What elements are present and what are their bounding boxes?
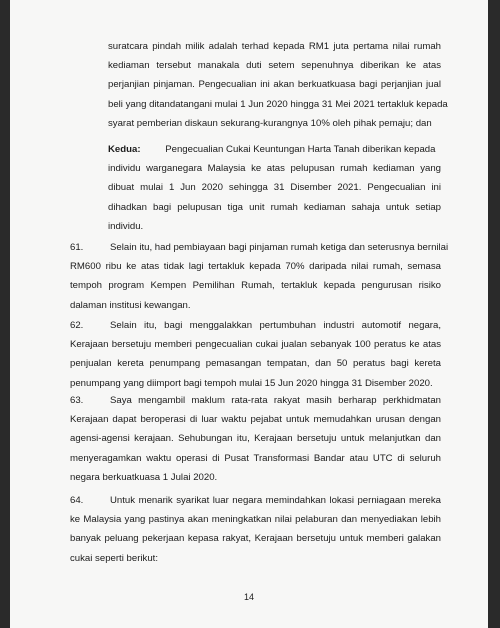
kedua-colon: : [137, 144, 141, 155]
text-line: suratcara pindah milik adalah terhad kepada RM1 juta pertama nilai rumah [108, 41, 441, 52]
text-line: menyeragamkan waktu operasi di Pusat Transformasi Bandar atau UTC di seluruh [70, 452, 441, 464]
text-line [70, 316, 441, 335]
text-line-content: Selain itu, had pembiayaan bagi pinjaman rumah ketiga dan seterusnya bernilai [110, 242, 449, 253]
text-line: penjualan kereta penumpang pemasangan tempatan, dan 50 peratus bagi kereta [70, 358, 441, 370]
text-line: individu. [108, 220, 144, 232]
text-line: dihadkan bagi pelupusan tiga unit rumah kediaman sahaja untuk setiap [108, 201, 441, 213]
text-line: beli yang ditandatangani mulai 1 Jun 2020 hingga 31 Mei 2021 tertakluk kepada [108, 98, 448, 110]
text-line: syarat pemberian diskaun sekurang-kurangnya 10% oleh pihak pemaju; dan [108, 117, 432, 129]
paragraph-63 [70, 391, 441, 487]
text-line: banyak peluang pekerjaan kepasa rakyat, Kerajaan bersetuju untuk memberi galakan [70, 533, 441, 545]
text-line [70, 238, 449, 257]
text-line: dalaman institusi kewangan. [70, 299, 191, 311]
text-line-content: Saya mengambil maklum rata-rata rakyat masih berharap perkhidmatan [110, 395, 441, 406]
page-number: 14 [243, 592, 254, 602]
text-line [70, 491, 441, 510]
paragraph-number: 64. [70, 495, 84, 506]
text-line: agensi-agensi kerajaan. Sehubungan itu, Kerajaan bersetuju untuk melanjutkan dan [70, 433, 441, 445]
text-line-content: Untuk menarik syarikat luar negara memindahkan lokasi perniagaan mereka [110, 495, 441, 506]
text-line: RM600 ribu ke atas tidak lagi tertakluk kepada 70% daripada nilai rumah, semasa [70, 261, 441, 273]
paragraph-number: 61. [70, 242, 84, 253]
text-line [70, 391, 441, 410]
continuation-paragraph [108, 37, 448, 133]
text-line: Kerajaan bersetuju memberi pengecualian cukai jualan sebanyak 100 peratus ke atas [70, 339, 441, 351]
text-line: individu warganegara Malaysia ke atas pelupusan rumah kediaman yang [108, 163, 441, 175]
paragraph-number: 63. [70, 395, 84, 406]
text-line: Kerajaan dapat beroperasi di luar waktu pejabat untuk memudahkan urusan dengan [70, 414, 441, 426]
text-line [108, 140, 441, 159]
paragraph-number: 62. [70, 320, 84, 331]
text-line: penumpang yang diimport bagi tempoh mulai 15 Jun 2020 hingga 31 Disember 2020. [70, 377, 433, 389]
text-line: perjanjian pinjaman. Pengecualian ini akan berkuatkuasa bagi perjanjian jual [108, 79, 441, 91]
text-line: cukai seperti berikut: [70, 552, 158, 564]
paragraph-62 [70, 316, 441, 393]
text-line: kediaman tersebut manakala duti setem sepenuhnya diberikan ke atas [108, 60, 441, 72]
text-line: dibuat mulai 1 Jun 2020 sehingga 31 Disember 2021. Pengecualian ini [108, 182, 441, 194]
kedua-paragraph [108, 140, 441, 236]
kedua-label: Kedua [108, 144, 138, 155]
text-line-content: Selain itu, bagi menggalakkan pertumbuhan industri automotif negara, [110, 320, 441, 331]
kedua-first-line: Pengecualian Cukai Keuntungan Harta Tanah diberikan kepada [165, 144, 436, 155]
paragraph-61 [70, 238, 449, 315]
text-line: negara berkuatkuasa 1 Julai 2020. [70, 471, 218, 483]
text-line: ke Malaysia yang pastinya akan meningkatkan nilai pelaburan dan menyediakan lebih [70, 514, 441, 526]
text-line: tempoh program Kempen Pemilihan Rumah, tertakluk kepada pengurusan risiko [70, 280, 441, 292]
paragraph-64 [70, 491, 441, 568]
document-page [10, 0, 488, 628]
